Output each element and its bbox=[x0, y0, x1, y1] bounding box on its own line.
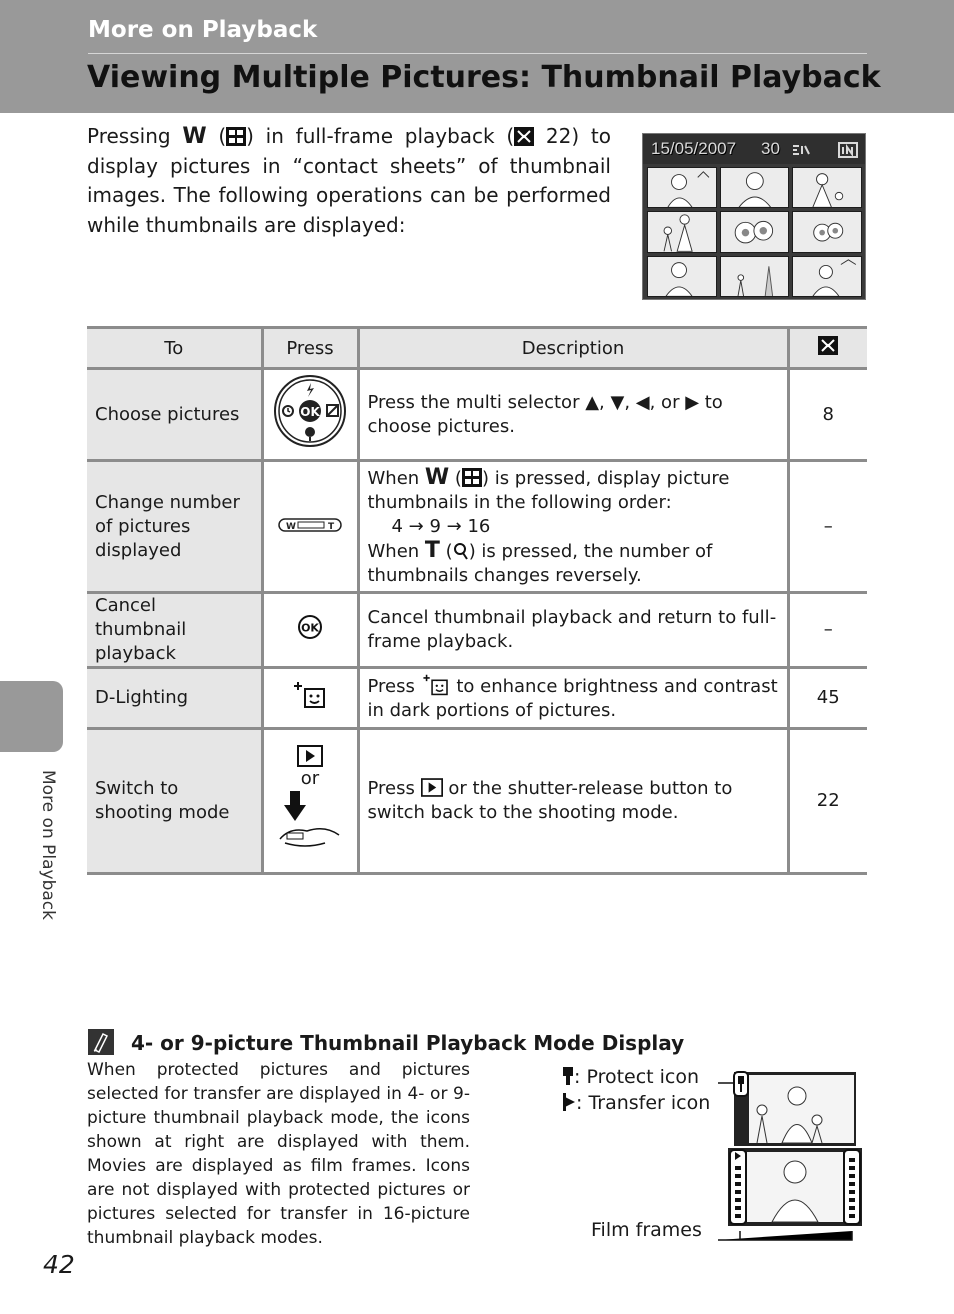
thumbnail bbox=[792, 211, 862, 252]
thumbnail bbox=[792, 256, 862, 297]
chapter-side-tab bbox=[0, 681, 63, 752]
desc-text: ) is pressed, the number of thumbnails changes reversely. bbox=[367, 540, 713, 586]
cell-description bbox=[358, 729, 788, 874]
column-header-to: To bbox=[87, 328, 262, 369]
cell-page-ref: 45 bbox=[788, 668, 867, 729]
cell-to: Choose pictures bbox=[87, 369, 262, 461]
thumbnail bbox=[720, 256, 790, 297]
page-title: Viewing Multiple Pictures: Thumbnail Playback bbox=[87, 60, 881, 95]
d-lighting-icon bbox=[421, 674, 451, 696]
thumbnail bbox=[647, 167, 717, 208]
table-header-row bbox=[87, 328, 867, 369]
intro-text-3: ) in full-frame playback ( bbox=[246, 124, 515, 148]
transfer-icon-label: : Transfer icon bbox=[576, 1092, 711, 1114]
film-frames-legend: Film frames bbox=[591, 1219, 702, 1241]
thumbnail bbox=[792, 167, 862, 208]
desc-text: Press bbox=[367, 778, 421, 799]
d-lighting-icon bbox=[293, 681, 327, 709]
protect-icon-legend bbox=[562, 1066, 699, 1088]
playback-button-icon bbox=[421, 778, 443, 797]
thumbnail-screen-illustration bbox=[642, 133, 866, 300]
cell-page-ref: – bbox=[788, 461, 867, 593]
table-row bbox=[87, 461, 867, 593]
cell-description bbox=[358, 668, 788, 729]
thumbnail-grid bbox=[647, 167, 862, 297]
cell-press bbox=[262, 369, 358, 461]
thumbnail-grid-icon bbox=[462, 468, 482, 487]
playback-button-icon bbox=[297, 745, 323, 767]
desc-text: ( bbox=[439, 540, 453, 562]
page-reference-icon bbox=[514, 127, 534, 146]
thumbnail bbox=[647, 211, 717, 252]
desc-text: ) is pressed, display picture thumbnails in the following order: bbox=[367, 467, 730, 513]
protect-icon-label: : Protect icon bbox=[574, 1066, 700, 1088]
header-rule bbox=[88, 53, 867, 54]
table-row bbox=[87, 593, 867, 668]
multi-selector-icon bbox=[273, 374, 347, 448]
transfer-icon bbox=[562, 1092, 576, 1112]
internal-memory-icon bbox=[838, 140, 858, 158]
intro-text-4: 22) to display pictures in “contact sheets” of thumbnail images. The following operations can be performed while thumbnails are displayed: bbox=[87, 124, 612, 237]
cell-press bbox=[262, 461, 358, 593]
cell-description bbox=[358, 461, 788, 593]
cell-description: Cancel thumbnail playback and return to full-frame playback. bbox=[358, 593, 788, 668]
desc-text: or the shutter-release button to switch back to the shooting mode. bbox=[367, 778, 733, 823]
image-quality-icon bbox=[791, 142, 811, 158]
icon-display-illustration bbox=[700, 1066, 865, 1244]
intro-text-2: ( bbox=[206, 124, 227, 148]
page-reference-icon bbox=[818, 336, 838, 355]
page-number: 42 bbox=[43, 1250, 75, 1279]
desc-text: to enhance brightness and contrast in dark portions of pictures. bbox=[367, 675, 778, 721]
w-button-glyph: W bbox=[424, 464, 450, 490]
screen-count: 30 bbox=[761, 139, 780, 158]
desc-text: Press bbox=[367, 675, 421, 697]
cell-to: D-Lighting bbox=[87, 668, 262, 729]
cell-press bbox=[262, 593, 358, 668]
cell-page-ref: 22 bbox=[788, 729, 867, 874]
note-body: When protected pictures and pictures selected for transfer are displayed in 4- or 9-picture thumbnail playback mode, the icons shown at right are displayed with them. Movies are displayed as film frames. Icons are not displayed with protected pictures or pictures selected for transfer in 16-picture thumbnail playback modes. bbox=[87, 1060, 470, 1248]
desc-text: When bbox=[367, 540, 425, 562]
cell-press bbox=[262, 668, 358, 729]
chapter-side-label: More on Playback bbox=[38, 770, 58, 920]
section-title: More on Playback bbox=[88, 17, 318, 43]
or-label: or bbox=[300, 768, 320, 789]
ok-button-icon bbox=[297, 614, 323, 640]
thumbnail bbox=[720, 167, 790, 208]
svg-text:W: W bbox=[286, 521, 296, 532]
svg-text:OK: OK bbox=[300, 405, 320, 419]
svg-text:OK: OK bbox=[301, 621, 319, 634]
cell-press bbox=[262, 729, 358, 874]
column-header-press: Press bbox=[262, 328, 358, 369]
note-icon bbox=[88, 1029, 114, 1055]
cell-to: Change number of pictures displayed bbox=[87, 461, 262, 593]
desc-text: ( bbox=[449, 467, 462, 489]
table-row bbox=[87, 729, 867, 874]
column-header-page-reference bbox=[788, 328, 867, 369]
table-row bbox=[87, 369, 867, 461]
thumbnail-grid-icon bbox=[226, 127, 246, 146]
cell-description: Press the multi selector ▲, ▼, ◀, or ▶ to choose pictures. bbox=[358, 369, 788, 461]
column-header-description: Description bbox=[358, 328, 788, 369]
cell-page-ref: – bbox=[788, 593, 867, 668]
t-button-glyph: T bbox=[424, 537, 440, 563]
zoom-control-icon bbox=[278, 518, 342, 532]
thumbnail bbox=[647, 256, 717, 297]
cell-to: Cancel thumbnail playback bbox=[87, 593, 262, 668]
operations-table bbox=[87, 326, 867, 875]
thumbnail-order: 4 → 9 → 16 bbox=[391, 515, 491, 537]
shutter-release-icon bbox=[275, 791, 345, 857]
thumbnail bbox=[720, 211, 790, 252]
w-button-glyph: W bbox=[182, 124, 207, 149]
intro-text-1: Pressing bbox=[87, 124, 183, 148]
table-row bbox=[87, 668, 867, 729]
desc-text: When bbox=[367, 467, 425, 489]
note-title: 4- or 9-picture Thumbnail Playback Mode Display bbox=[131, 1031, 685, 1055]
intro-paragraph bbox=[87, 122, 611, 240]
magnify-icon bbox=[453, 542, 469, 560]
cell-to: Switch to shooting mode bbox=[87, 729, 262, 874]
protect-icon bbox=[562, 1066, 574, 1086]
transfer-icon-legend bbox=[562, 1092, 710, 1114]
screen-date: 15/05/2007 bbox=[651, 139, 737, 158]
cell-page-ref: 8 bbox=[788, 369, 867, 461]
svg-text:T: T bbox=[328, 521, 335, 532]
